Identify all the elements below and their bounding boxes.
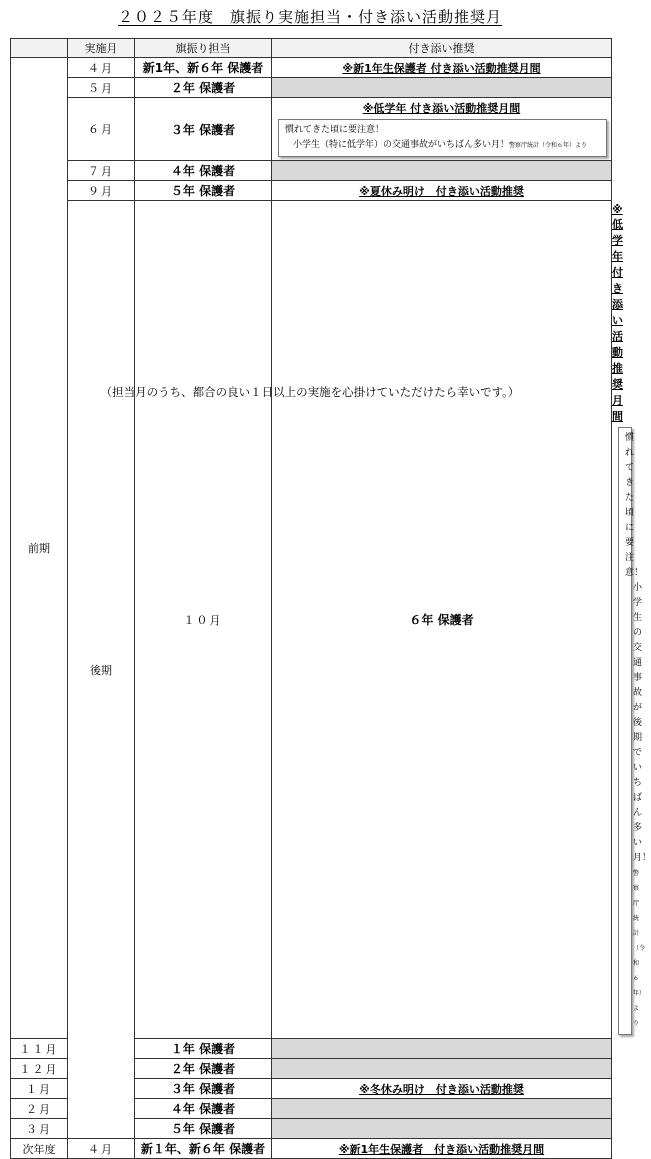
- responsible-cell: ３年 保護者: [135, 98, 272, 161]
- responsible-cell: ４年 保護者: [135, 161, 272, 181]
- support-cell-empty: [272, 1099, 612, 1119]
- table-row: 後期 １０月 ６年 保護者 ※低学年 付き添い活動推奨月間 慣れてきた頃に要注意！ 小学生の交通事故が後期でいちばん多い月！警察庁統計（令和６年）より: [11, 201, 612, 1039]
- note-source: 警察庁統計（令和６年）より: [633, 870, 646, 1027]
- note-source: 警察庁統計（令和６年）より: [509, 142, 588, 149]
- month-cell: ７月: [68, 161, 135, 181]
- responsible-cell: ５年 保護者: [135, 181, 272, 201]
- note-line-2: [285, 138, 600, 153]
- term-second: 後期: [68, 201, 135, 1139]
- note-line-1: 慣れてきた頃に要注意！: [285, 125, 385, 135]
- responsible-cell: ５年 保護者: [135, 1119, 272, 1139]
- support-cell-empty: [272, 1119, 612, 1139]
- table-row: [11, 98, 612, 161]
- page-title: ２０２５年度 旗振り実施担当・付き添い活動推奨月: [117, 8, 502, 26]
- month-cell: ９月: [68, 181, 135, 201]
- responsible-cell: １年 保護者: [135, 1039, 272, 1059]
- note-text: 小学生（特に低学年）の交通事故がいちばん多い月！: [293, 140, 510, 150]
- month-cell: ３月: [11, 1119, 68, 1139]
- support-cell-empty: [272, 161, 612, 181]
- support-cell-empty: [272, 1039, 612, 1059]
- header-support: 付き添い推奨: [272, 39, 612, 58]
- month-cell: ６月: [68, 98, 135, 161]
- header-term: [11, 39, 68, 58]
- table-row: [11, 181, 612, 201]
- responsible-cell: 新１年、新６年 保護者: [135, 1139, 272, 1159]
- note-text: 小学生の交通事故が後期でいちばん多い月！: [633, 583, 651, 863]
- table-row: [11, 78, 612, 98]
- month-cell: １０月: [135, 201, 272, 1039]
- note-box-june: [278, 119, 607, 157]
- header-responsible: 旗振り担当: [135, 39, 272, 58]
- table-row: [11, 161, 612, 181]
- responsible-cell: ３年 保護者: [135, 1079, 272, 1099]
- support-cell-empty: [272, 78, 612, 98]
- support-cell: ※夏休み明け 付き添い活動推奨: [272, 181, 612, 201]
- month-cell: ４月: [68, 1139, 135, 1159]
- support-cell: [272, 98, 612, 161]
- month-cell: ５月: [68, 78, 135, 98]
- table-row: [11, 58, 612, 78]
- header-month: 実施月: [68, 39, 135, 58]
- support-cell: ※新1年生保護者 付き添い活動推奨月間: [272, 1139, 612, 1159]
- month-cell: １月: [11, 1079, 68, 1099]
- header-row: [11, 39, 612, 58]
- responsible-cell: 新1年、新６年 保護者: [135, 58, 272, 78]
- month-cell: ２月: [11, 1099, 68, 1119]
- support-cell: ※冬休み明け 付き添い活動推奨: [272, 1079, 612, 1099]
- month-cell: １１月: [11, 1039, 68, 1059]
- note-box-october: 慣れてきた頃に要注意！ 小学生の交通事故が後期でいちばん多い月！警察庁統計（令和６年）より: [618, 427, 632, 1035]
- month-cell: １２月: [11, 1059, 68, 1079]
- schedule-table: [10, 38, 651, 1159]
- support-heading: ※低学年 付き添い活動推奨月間: [362, 102, 521, 115]
- responsible-cell: ４年 保護者: [135, 1099, 272, 1119]
- month-cell: ４月: [68, 58, 135, 78]
- responsible-cell: ２年 保護者: [135, 78, 272, 98]
- support-cell-empty: [272, 1059, 612, 1079]
- footer-note: （担当月のうち、都合の良い１日以上の実施を心掛けていただけたら幸いです。）: [100, 385, 520, 399]
- responsible-cell: ６年 保護者: [272, 201, 612, 1039]
- table-row: [11, 1139, 612, 1159]
- term-next: 次年度: [11, 1139, 68, 1159]
- responsible-cell: ２年 保護者: [135, 1059, 272, 1079]
- term-first: 前期: [11, 58, 68, 1039]
- support-cell: ※新1年生保護者 付き添い活動推奨月間: [272, 58, 612, 78]
